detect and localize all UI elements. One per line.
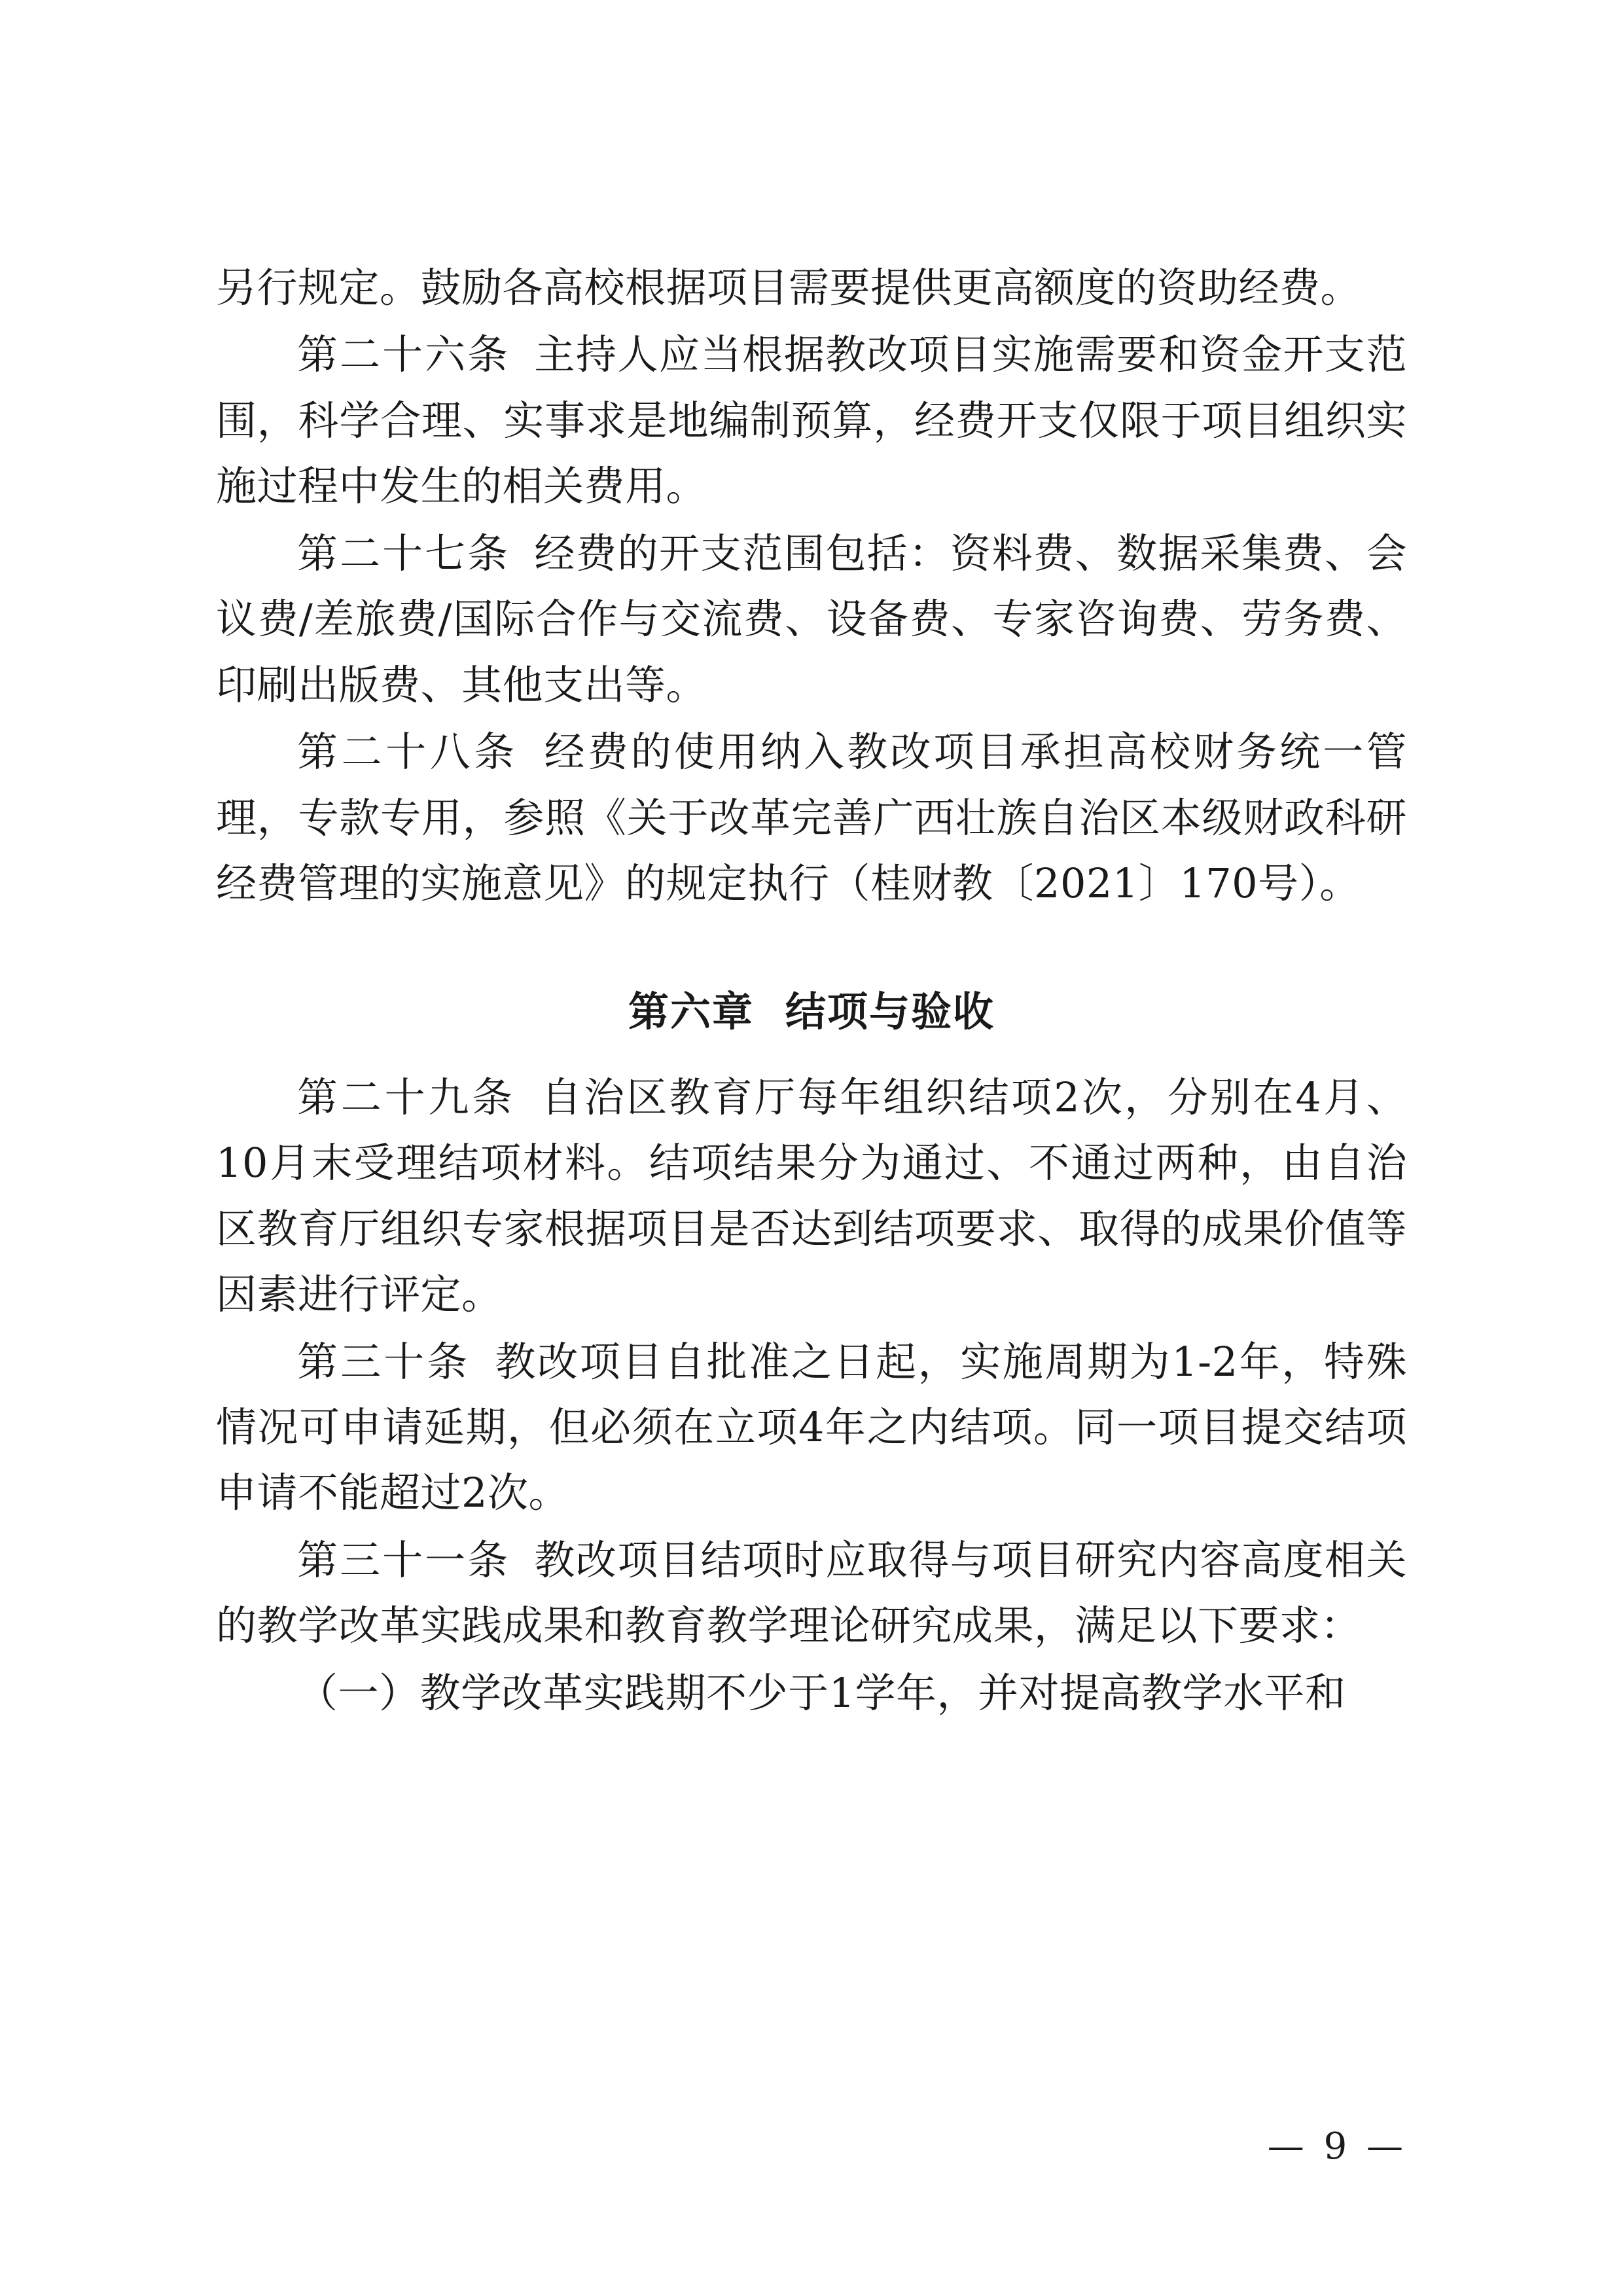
page-number: — 9 — bbox=[1267, 2125, 1407, 2168]
article-text-26: 主持人应当根据教改项目实施需要和资金开支范围，科学合理、实事求是地编制预算，经费开支仅限于项目组织实施过程中发生的相关费用。 bbox=[216, 331, 1407, 511]
chapter-title: 结项与验收 bbox=[785, 988, 995, 1036]
chapter-heading bbox=[216, 979, 1407, 1045]
article-text-29: 自治区教育厅每年组织结项2次，分别在4月、10月末受理结项材料。结项结果分为通过、不通过两种，由自治区教育厅组织专家根据项目是否达到结项要求、取得的成果价值等因素进行评定。 bbox=[216, 1073, 1407, 1319]
document-body bbox=[216, 255, 1407, 1726]
article-label-27: 第二十七条 bbox=[297, 529, 510, 577]
article-label-30: 第三十条 bbox=[297, 1337, 471, 1386]
article-label-26: 第二十六条 bbox=[297, 331, 510, 379]
article-label-29: 第二十九条 bbox=[297, 1073, 516, 1121]
article-text-28: 经费的使用纳入教改项目承担高校财务统一管理，专款专用，参照《关于改革完善广西壮族自治区本级财政科研经费管理的实施意见》的规定执行（桂财教〔2021〕170号）。 bbox=[216, 728, 1407, 907]
article-text-27: 经费的开支范围包括：资料费、数据采集费、会议费/差旅费/国际合作与交流费、设备费、专家咨询费、劳务费、印刷出版费、其他支出等。 bbox=[216, 529, 1407, 709]
paragraph-article-29 bbox=[216, 1065, 1407, 1328]
article-label-28: 第二十八条 bbox=[297, 728, 518, 776]
paragraph-continued: 另行规定。鼓励各高校根据项目需要提供更高额度的资助经费。 bbox=[216, 264, 1362, 312]
paragraph-article-30 bbox=[216, 1329, 1407, 1526]
paragraph-item-1: （一）教学改革实践期不少于1学年，并对提高教学水平和 bbox=[297, 1668, 1346, 1717]
article-label-31: 第三十一条 bbox=[297, 1535, 510, 1584]
article-text-30: 教改项目自批准之日起，实施周期为1-2年，特殊情况可申请延期，但必须在立项4年之内结项。同一项目提交结项申请不能超过2次。 bbox=[216, 1337, 1407, 1517]
chapter-number: 第六章 bbox=[628, 988, 754, 1036]
paragraph-article-31 bbox=[216, 1528, 1407, 1659]
paragraph-article-28 bbox=[216, 719, 1407, 916]
article-text-31: 教改项目结项时应取得与项目研究内容高度相关的教学改革实践成果和教育教学理论研究成果，满足以下要求： bbox=[216, 1535, 1407, 1650]
paragraph-article-27 bbox=[216, 521, 1407, 718]
paragraph-article-26 bbox=[216, 322, 1407, 519]
